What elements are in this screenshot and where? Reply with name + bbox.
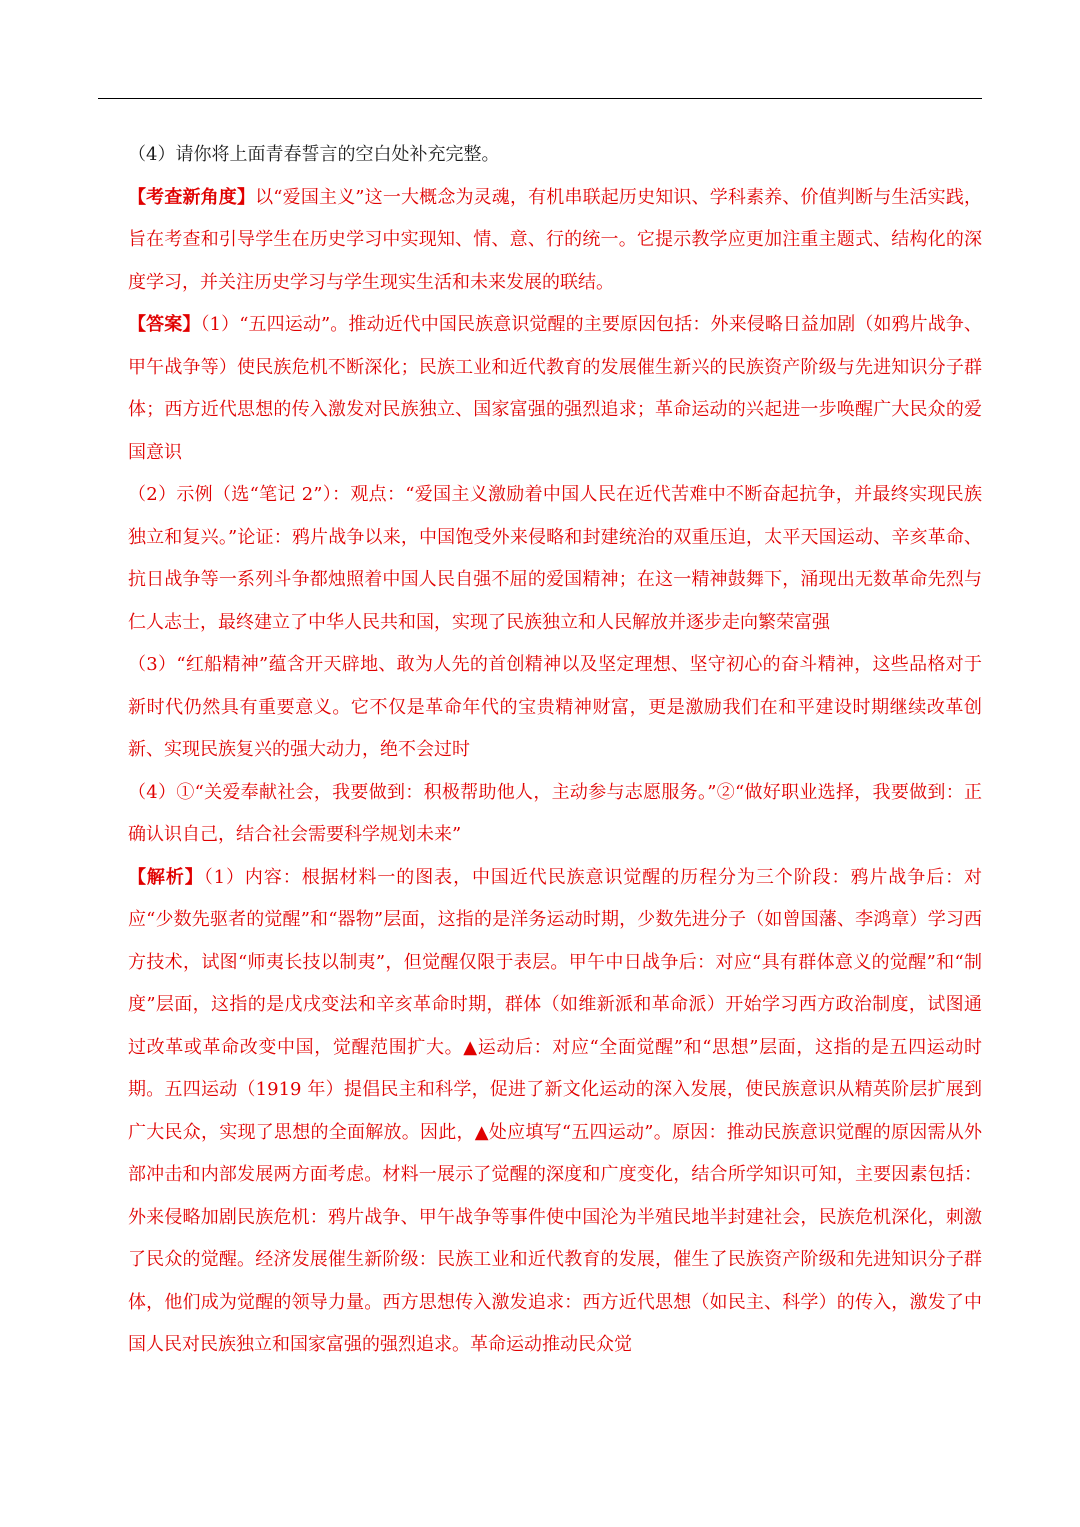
answer-part-3-text: （3）“红船精神”蕴含开天辟地、敢为人先的首创精神以及坚定理想、坚守初心的奋斗精神，这些品格对于新时代仍然具有重要意义。它不仅是革命年代的宝贵精神财富，更是激励我们在和平建设时期继续改革创新、实现民族复兴的强大动力，绝不会过时 bbox=[128, 654, 982, 760]
question-4 bbox=[128, 134, 982, 177]
answer-part-3 bbox=[128, 644, 982, 772]
new-angle-text: 以“爱国主义”这一大概念为灵魂，有机串联起历史知识、学科素养、价值判断与生活实践，旨在考查和引导学生在历史学习中实现知、情、意、行的统一。它提示教学应更加注重主题式、结构化的深度学习，并关注历史学习与学生现实生活和未来发展的联结。 bbox=[128, 186, 983, 293]
header-rule bbox=[98, 98, 982, 99]
answer-part-4-text: （4）①“关爱奉献社会，我要做到：积极帮助他人，主动参与志愿服务。”②“做好职业选择，我要做到：正确认识自己，结合社会需要科学规划未来” bbox=[128, 781, 982, 845]
answer-part-2 bbox=[128, 474, 982, 644]
new-angle-paragraph bbox=[128, 177, 982, 305]
answer-tag: 【答案】 bbox=[128, 314, 201, 335]
answer-part-2-text: （2）示例（选“笔记 2”）：观点：“爱国主义激励着中国人民在近代苦难中不断奋起抗争，并最终实现民族独立和复兴。”论证：鸦片战争以来，中国饱受外来侵略和封建统治的双重压迫，太平天国运动、辛亥革命、抗日战争等一系列斗争都烛照着中国人民自强不屈的爱国精神；在这一精神鼓舞下，涌现出无数革命先烈与仁人志士，最终建立了中华人民共和国，实现了民族独立和人民解放并逐步走向繁荣富强 bbox=[128, 484, 982, 633]
answer-part-4 bbox=[128, 772, 982, 857]
analysis-tag: 【解析】 bbox=[128, 866, 204, 888]
question-4-text: （4）请你将上面青春誓言的空白处补充完整。 bbox=[128, 144, 500, 165]
document-body bbox=[128, 134, 982, 1367]
analysis-paragraph bbox=[128, 857, 982, 1367]
answer-part-1-text: （1）“五四运动”。推动近代中国民族意识觉醒的主要原因包括：外来侵略日益加剧（如鸦片战争、甲午战争等）使民族危机不断深化；民族工业和近代教育的发展催生新兴的民族资产阶级与先进知识分子群体；西方近代思想的传入激发对民族独立、国家富强的强烈追求；革命运动的兴起进一步唤醒广大民众的爱国意识 bbox=[128, 314, 983, 463]
answer-part-1 bbox=[128, 304, 982, 474]
analysis-text: （1）内容：根据材料一的图表，中国近代民族意识觉醒的历程分为三个阶段：鸦片战争后：对应“少数先驱者的觉醒”和“器物”层面，这指的是洋务运动时期，少数先进分子（如曾国藩、李鸿章）学习西方技术，试图“师夷长技以制夷”，但觉醒仅限于表层。甲午中日战争后：对应“具有群体意义的觉醒”和“制度”层面，这指的是戊戌变法和辛亥革命时期，群体（如维新派和革命派）开始学习西方政治制度，试图通过改革或革命改变中国，觉醒范围扩大。▲运动后：对应“全面觉醒”和“思想”层面，这指的是五四运动时期。五四运动（1919 年）提倡民主和科学，促进了新文化运动的深入发展，使民族意识从精英阶层扩展到广大民众，实现了思想的全面解放。因此，▲处应填写“五四运动”。原因：推动民族意识觉醒的原因需从外部冲击和内部发展两方面考虑。材料一展示了觉醒的深度和广度变化，结合所学知识可知，主要因素包括：外来侵略加剧民族危机：鸦片战争、甲午战争等事件使中国沦为半殖民地半封建社会，民族危机深化，刺激了民众的觉醒。经济发展催生新阶级：民族工业和近代教育的发展，催生了民族资产阶级和先进知识分子群体，他们成为觉醒的领导力量。西方思想传入激发追求：西方近代思想（如民主、科学）的传入，激发了中国人民对民族独立和国家富强的强烈追求。革命运动推动民众觉 bbox=[128, 866, 983, 1355]
new-angle-tag: 【考查新角度】 bbox=[128, 186, 256, 208]
